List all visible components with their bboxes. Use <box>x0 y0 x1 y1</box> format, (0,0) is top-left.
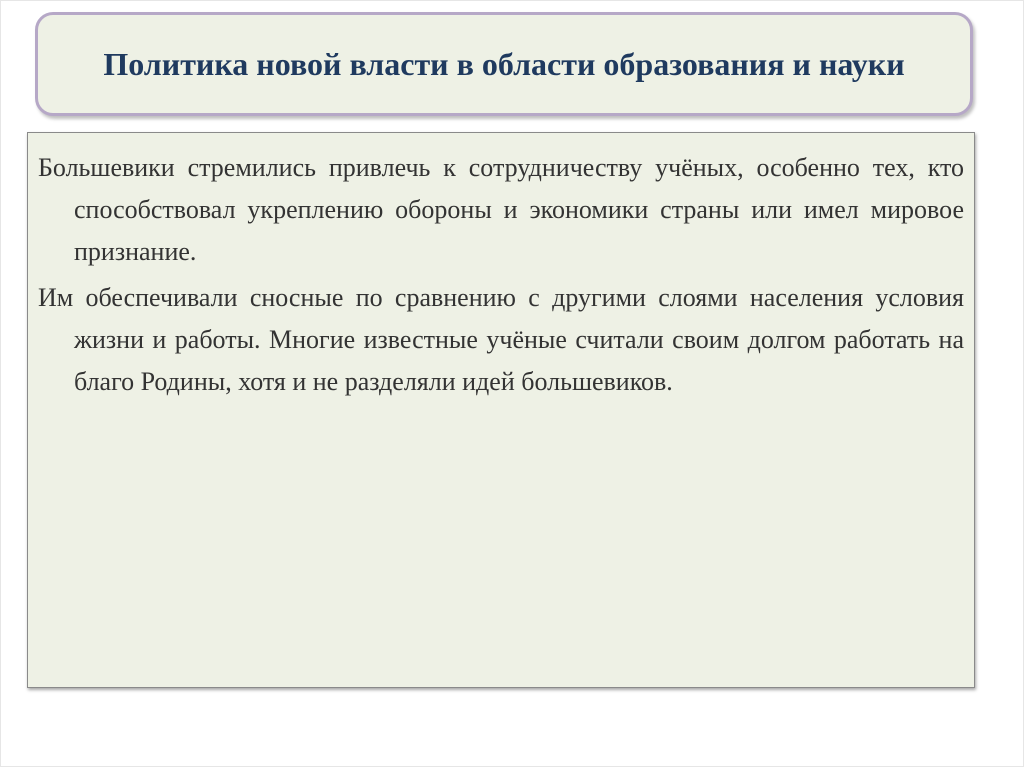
paragraph-1: Большевики стремились привлечь к сотрудничеству учёных, особенно тех, кто способствовал укреплению обороны и экономики страны или имел мировое признание. <box>38 153 964 266</box>
title-box <box>35 12 973 116</box>
slide-title: Политика новой власти в области образования и науки <box>103 46 905 82</box>
paragraph-2: Им обеспечивали сносные по сравнению с другими слоями населения условия жизни и работы. Многие известные учёные считали своим долгом работать на благо Родины, хотя и не разделяли идей большевиков. <box>38 283 964 396</box>
content-box <box>27 132 975 688</box>
